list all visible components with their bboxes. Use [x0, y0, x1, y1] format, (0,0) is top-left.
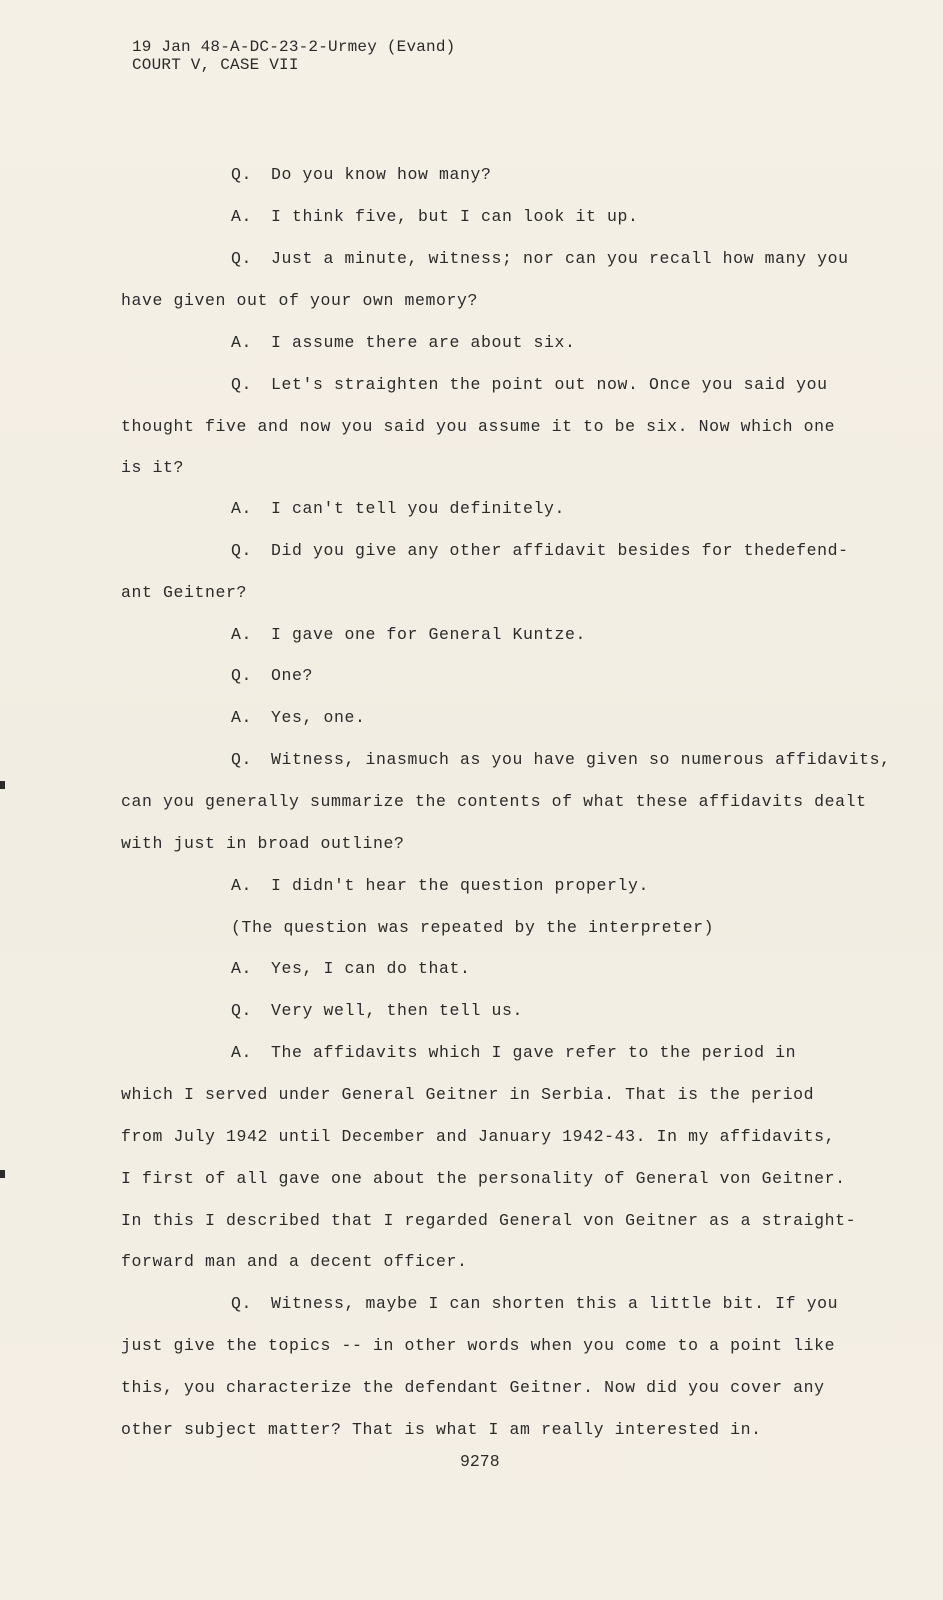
speaker-tag: Q. — [231, 165, 253, 184]
transcript-entry — [231, 1001, 523, 1020]
entry-continuation: forward man and a decent officer. — [121, 1252, 468, 1271]
transcript-entry — [231, 1043, 796, 1062]
entry-text: Do you know how many? — [271, 165, 492, 184]
entry-text: I didn't hear the question properly. — [271, 876, 650, 895]
speaker-tag: Q. — [231, 1001, 253, 1020]
document-header — [132, 38, 455, 74]
speaker-tag: Q. — [231, 249, 253, 268]
entry-text: I gave one for General Kuntze. — [271, 625, 587, 644]
entry-continuation: just give the topics -- in other words when you come to a point like — [121, 1336, 836, 1355]
entry-continuation: thought five and now you said you assume it to be six. Now which one — [121, 417, 836, 436]
transcript-entry — [231, 625, 586, 644]
entry-continuation: other subject matter? That is what I am really interested in. — [121, 1420, 762, 1439]
entry-text: One? — [271, 666, 314, 685]
entry-continuation: which I served under General Geitner in Serbia. That is the period — [121, 1085, 815, 1104]
speaker-tag: A. — [231, 333, 253, 352]
transcript-entry — [231, 207, 639, 226]
entry-continuation: can you generally summarize the contents of what these affidavits dealt — [121, 792, 867, 811]
transcript-entry — [231, 165, 492, 184]
speaker-tag: A. — [231, 1043, 253, 1062]
speaker-tag: Q. — [231, 1294, 253, 1313]
entry-continuation: have given out of your own memory? — [121, 291, 479, 310]
entry-continuation: with just in broad outline? — [121, 834, 405, 853]
speaker-tag: A. — [231, 625, 253, 644]
entry-text: Yes, I can do that. — [271, 959, 471, 978]
header-line-1: 19 Jan 48-A-DC-23-2-Urmey (Evand) — [132, 38, 456, 56]
entry-continuation: this, you characterize the defendant Geitner. Now did you cover any — [121, 1378, 825, 1397]
page-number: 9278 — [460, 1452, 500, 1471]
margin-mark — [0, 781, 5, 789]
transcript-entry — [231, 499, 565, 518]
entry-text: Very well, then tell us. — [271, 1001, 524, 1020]
speaker-tag: A. — [231, 708, 253, 727]
transcript-entry — [231, 249, 849, 268]
entry-text: I think five, but I can look it up. — [271, 207, 639, 226]
speaker-tag: Q. — [231, 666, 253, 685]
entry-continuation: is it? — [121, 458, 185, 477]
entry-text: Did you give any other affidavit besides for thedefend- — [271, 541, 849, 560]
transcript-entry — [231, 708, 366, 727]
transcript-entry — [231, 541, 849, 560]
transcript-entry — [231, 666, 313, 685]
transcript-entry — [231, 333, 576, 352]
transcript-entry — [231, 1294, 838, 1313]
entry-text: Witness, maybe I can shorten this a little bit. If you — [271, 1294, 839, 1313]
entry-continuation: ant Geitner? — [121, 583, 248, 602]
entry-text: Witness, inasmuch as you have given so numerous affidavits, — [271, 750, 891, 769]
margin-mark — [0, 1170, 5, 1178]
speaker-tag: A. — [231, 207, 253, 226]
transcript-entry — [231, 876, 649, 895]
transcript-entry — [231, 375, 828, 394]
entry-continuation: I first of all gave one about the personality of General von Geitner. — [121, 1169, 846, 1188]
speaker-tag: A. — [231, 499, 253, 518]
entry-continuation: from July 1942 until December and January 1942-43. In my affidavits, — [121, 1127, 836, 1146]
speaker-tag: Q. — [231, 541, 253, 560]
stage-note: (The question was repeated by the interpreter) — [231, 918, 715, 937]
entry-continuation: In this I described that I regarded General von Geitner as a straight- — [121, 1211, 857, 1230]
header-line-2: COURT V, CASE VII — [132, 56, 299, 74]
transcript-entry — [231, 959, 471, 978]
entry-text: I can't tell you definitely. — [271, 499, 566, 518]
entry-text: Just a minute, witness; nor can you recall how many you — [271, 249, 849, 268]
entry-text: The affidavits which I gave refer to the period in — [271, 1043, 797, 1062]
entry-text: Yes, one. — [271, 708, 366, 727]
speaker-tag: A. — [231, 959, 253, 978]
speaker-tag: Q. — [231, 750, 253, 769]
entry-text: I assume there are about six. — [271, 333, 576, 352]
entry-text: Let's straighten the point out now. Once you said you — [271, 375, 828, 394]
speaker-tag: A. — [231, 876, 253, 895]
transcript-entry — [231, 750, 891, 769]
speaker-tag: Q. — [231, 375, 253, 394]
